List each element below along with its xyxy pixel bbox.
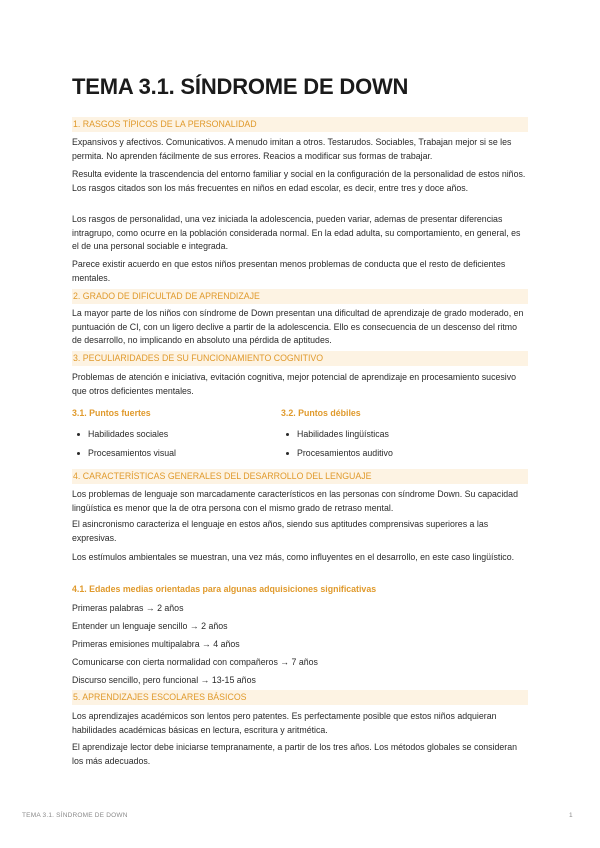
paragraph: La mayor parte de los niños con síndrome de Down presentan una dificultad de aprendizaje de grado moderado, en puntuación de CI, con un ligero declive a partir de la adolescencia. Ello es consecuencia de un descenso del ritmo de desarrollo, no implicando en absoluto una pérdida de aptitudes. bbox=[72, 308, 524, 345]
page-number: 1 bbox=[569, 812, 573, 819]
page-title: TEMA 3.1. SÍNDROME DE DOWN bbox=[72, 74, 409, 99]
subheading-strengths: 3.1. Puntos fuertes bbox=[72, 408, 151, 418]
subheading-milestones: 4.1. Edades medias orientadas para algunas adquisiciones significativas bbox=[72, 584, 377, 594]
bullet-icon bbox=[286, 433, 289, 436]
milestone-item: Entender un lenguaje sencillo → 2 años bbox=[72, 621, 228, 631]
section-heading-2: 2. GRADO DE DIFICULTAD DE APRENDIZAJE bbox=[72, 289, 528, 304]
paragraph: El aprendizaje lector debe iniciarse tempranamente, a partir de los tres años. Los métodos globales se consideran los más adecuados. bbox=[72, 742, 517, 766]
bullet-icon bbox=[77, 433, 80, 436]
paragraph: Los estímulos ambientales se muestran, una vez más, como influyentes en el desarrollo, en este caso lingüístico. bbox=[72, 552, 515, 562]
paragraph: Parece existir acuerdo en que estos niños presentan menos problemas de conducta que el resto de deficientes mentales. bbox=[72, 259, 506, 283]
bullet-icon bbox=[77, 452, 80, 455]
section-heading-5: 5. APRENDIZAJES ESCOLARES BÁSICOS bbox=[72, 690, 528, 705]
milestone-item: Primeras palabras → 2 años bbox=[72, 603, 184, 613]
milestone-item: Discurso sencillo, pero funcional → 13-15 años bbox=[72, 675, 256, 685]
section-heading-3: 3. PECULIARIDADES DE SU FUNCIONAMIENTO COGNITIVO bbox=[72, 351, 528, 366]
paragraph: Los aprendizajes académicos son lentos pero patentes. Es perfectamente posible que estos niños adquieran habilidades académicas básicas en lectura, escritura y aritmética. bbox=[72, 711, 497, 735]
section-heading-4: 4. CARACTERÍSTICAS GENERALES DEL DESARROLLO DEL LENGUAJE bbox=[72, 469, 528, 484]
footer-title: TEMA 3.1. SÍNDROME DE DOWN bbox=[22, 812, 128, 819]
paragraph: Problemas de atención e iniciativa, evitación cognitiva, mejor potencial de aprendizaje en procesamiento sucesivo que otros deficientes mentales. bbox=[72, 372, 517, 396]
paragraph: Expansivos y afectivos. Comunicativos. A menudo imitan a otros. Testarudos. Sociables, Trabajan mejor si se les permita. No aprenden fácilmente de sus errores. Reacios a modificar sus formas de trabajar. bbox=[72, 137, 512, 161]
list-item: Habilidades lingüísticas bbox=[297, 428, 389, 440]
subheading-weaknesses: 3.2. Puntos débiles bbox=[281, 408, 361, 418]
list-item: Habilidades sociales bbox=[88, 428, 168, 440]
milestone-item: Primeras emisiones multipalabra → 4 años bbox=[72, 639, 240, 649]
paragraph: Los rasgos de personalidad, una vez iniciada la adolescencia, pueden variar, ademas de presentar diferencias intragrupo, como ocurre en la población considerada normal. En la edad adulta, su comportamiento, en general, es el de una personal sociable e integrada. bbox=[72, 214, 521, 251]
list-item: Procesamientos auditivo bbox=[297, 447, 393, 459]
paragraph: Resulta evidente la trascendencia del entorno familiar y social en la configuración de la personalidad de estos niños. Los rasgos citados son los más frecuentes en niños en edad escolar, es decir, entre tres y doce años. bbox=[72, 169, 526, 193]
paragraph: El asincronismo caracteriza el lenguaje en estos años, siendo sus aptitudes comprensivas superiores a las expresivas. bbox=[72, 519, 489, 543]
bullet-icon bbox=[286, 452, 289, 455]
paragraph: Los problemas de lenguaje son marcadamente característicos en las personas con síndrome Down. Su capacidad lingüística es menor que la de otra persona con el mismo grado de retraso mental. bbox=[72, 489, 518, 513]
milestone-item: Comunicarse con cierta normalidad con compañeros → 7 años bbox=[72, 657, 318, 667]
list-item: Procesamientos visual bbox=[88, 447, 176, 459]
section-heading-1: 1. RASGOS TÍPICOS DE LA PERSONALIDAD bbox=[72, 117, 528, 132]
